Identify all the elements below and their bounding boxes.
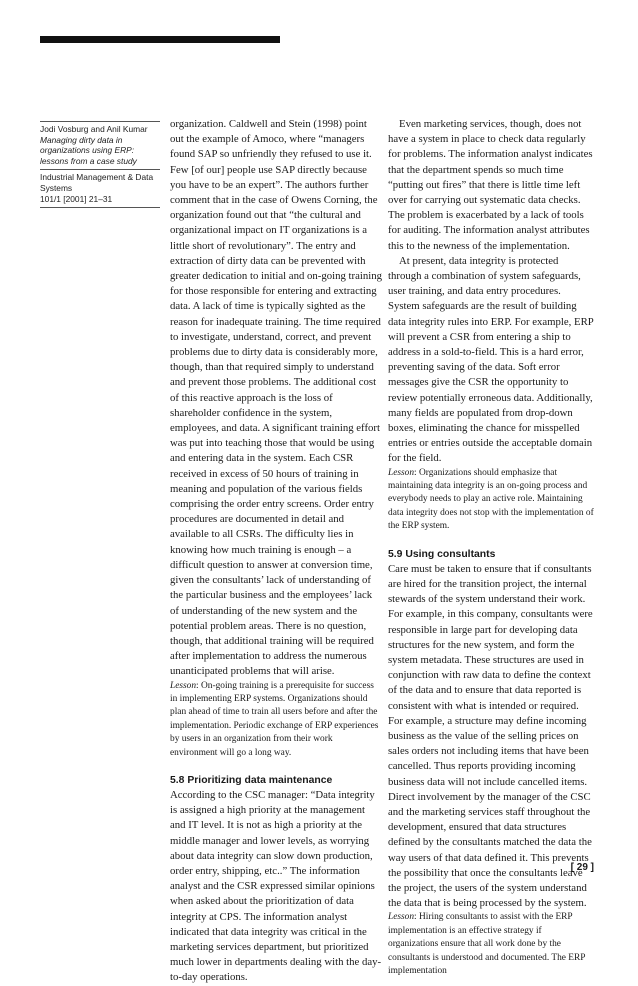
lesson-note <box>170 680 382 760</box>
lesson-label: Lesson <box>388 912 415 923</box>
section-heading: 5.9 Using consultants <box>388 548 496 560</box>
paragraph: At present, data integrity is protected through a combination of system safeguards, user training, and data entry procedures. System safeguards are the result of building data integrity rules into ERP. For example, ERP will prevent a CSR from entering a ship to address in a sold-to-field. This is a hard error, preventing saving of the data. Soft error messages give the CSR the opportunity to review potentially erroneous data. Additionally, many fields are populated from drop-down boxes, eliminating the chance for misspelled entries or entries outside the acceptable domain for the field. <box>388 254 594 465</box>
text-column-right <box>388 117 594 978</box>
article-title: Managing dirty data in organizations using ERP: lessons from a case study <box>40 134 137 166</box>
section-heading: 5.8 Prioritizing data maintenance <box>170 774 333 786</box>
running-sidebar <box>40 121 160 208</box>
page-number: [ 29 ] <box>570 862 594 873</box>
text-column-left <box>170 117 382 986</box>
lesson-label: Lesson <box>388 467 415 478</box>
lesson-note <box>388 467 594 534</box>
paragraph: Even marketing services, though, does not have a system in place to check data regularly for problems. The information analyst indicates that the department spends so much time “putting out fires” that there is little time left over for carrying out systematic data checks. The problem is exacerbated by a lack of tools for auditing. The information analyst attributes this to the newness of the implementation. <box>388 118 593 252</box>
paragraph: According to the CSC manager: “Data integrity is assigned a high priority at the management and IT level. It is not as high a priority at the middle manager and lower levels, as worrying about data integrity can slow down production, order entry, shipping, etc..” The information analyst and the CSR expressed similar opinions when asked about the prioritization of data integrity at CPS. The information analyst indicated that data integrity was critical in the marketing services department, but prioritized much lower in departments dealing with the day-to-day operations. <box>170 788 382 984</box>
citation: 101/1 [2001] 21–31 <box>40 193 113 204</box>
authors: Jodi Vosburg and Anil Kumar <box>40 124 148 134</box>
paragraph: Care must be taken to ensure that if consultants are hired for the transition project, the internal stewards of the system understand their work. For example, in this company, consultants were responsible in large part for developing data structures for the new system, and form the system metadata. These structures are used in conjunction with raw data to define the context of the data and to ensure that data reported is consistent with what is intended or required. For example, a structure may define incoming business as the value of the selling prices on sales orders not including items that have been cancelled. Thus reports providing incoming business data will not include cancelled items. Direct involvement by the manager of the CSC and the marketing services staff throughout the development, ensured that data structures defined by the consultants matched the data the way users of that data defined it. This prevents the possibility that once the consultants leave the project, the users of the system understand the data that is being processed by the system. <box>388 562 593 910</box>
lesson-text: : Organizations should emphasize that maintaining data integrity is an on-going process and everybody needs to play an active role. Maintaining data integrity does not stop with the implementation of the ERP system. <box>388 467 594 532</box>
sidebar-bottom-rule <box>40 207 160 208</box>
lesson-label: Lesson <box>170 680 197 691</box>
author-block <box>40 121 160 169</box>
journal-name: Industrial Management & Data Systems <box>40 172 154 193</box>
lesson-text: : On-going training is a prerequisite for success in implementing ERP systems. Organizations should plan ahead of time to train all users before and after the implementation. Periodic exchange of ERP experiences by users in an organization from their work environment will go a long way. <box>170 680 379 758</box>
lesson-note <box>388 911 594 978</box>
paragraph: organization. Caldwell and Stein (1998) point out the example of Amoco, where “managers found SAP so unfriendly they refused to use it. Few [of our] people use SAP directly because you have to be an expert”. The authors further comment that in the case of Owens Corning, the organization found out that “the cultural and organizational impact on IT organizations is a little short of revolutionary”. The entry and extraction of dirty data can be prevented with greater dedication to initial and on-going training for those responsible for entering and extracting data. A lack of time is typically sighted as the reason for inadequate training. The time required to investigate, understand, correct, and prevent problems due to dirty data is considerably more, though, than that required simply to understand and prevent those problems. The additional cost of this reactive approach is the loss of shareholder confidence in the system, employees, and data. A significant training effort was put into teaching those that would be using and entering data in the system. Each CSR received in excess of 50 hours of training in meaning and population of the various fields comprising the order entry screens. Order entry procedures are documented in detail and available to all CSRs. The difficulty lies in knowing how much training is enough – a difficult question to answer at conversion time, given the consultants’ lack of understanding of the particular business and the employees’ lack of understanding of the new system and the potential problem areas. There is no question, though, that additional training will be required after implementation to address the numerous unanticipated problems that will arise. <box>170 118 382 678</box>
journal-block <box>40 169 160 207</box>
header-rule <box>40 36 280 43</box>
lesson-text: : Hiring consultants to assist with the ERP implementation is an effective strategy if organizations ensure that all work done by the consultants is understood and documented. The ERP implementation <box>388 912 586 976</box>
